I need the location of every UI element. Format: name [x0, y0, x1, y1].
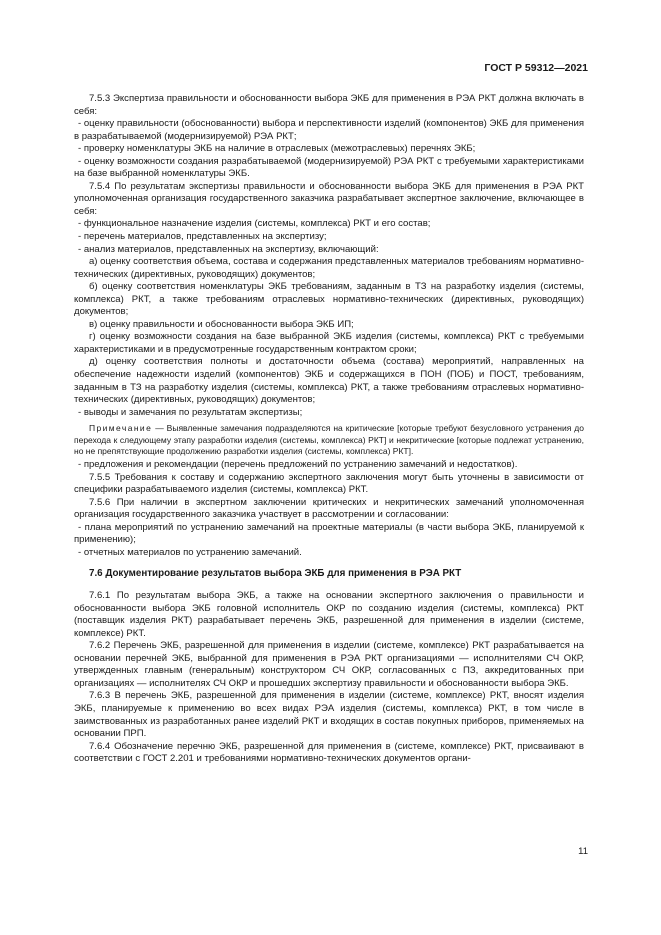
sub-item-g: г) оценку возможности создания на базе выбранной ЭКБ изделия (системы, комплекса) РКТ с требуемыми характеристиками и в предусмотренные государственным контрактом сроки;	[74, 331, 584, 355]
list-item: - анализ материалов, представленных на экспертизу, включающий:	[78, 243, 379, 255]
list-item: - функциональное назначение изделия (системы, комплекса) РКТ и его состав;	[78, 218, 431, 230]
sub-item-b: б) оценку соответствия номенклатуры ЭКБ требованиям, заданным в ТЗ на разработку изделия (системы, комплекса) РКТ, а также требованиям отраслевых нормативно-технических (директивных, руководящих) документов;	[74, 281, 584, 318]
note-label: Примечание	[89, 423, 153, 434]
list-item: - плана мероприятий по устранению замечаний на проектные материалы (в части выбора ЭКБ, планируемой к применению);	[74, 521, 584, 546]
paragraph-7-5-6: 7.5.6 При наличии в экспертном заключении критических и некритических замечаний уполномоченная организация государственного заказчика участвует в рассмотрении и согласовании:	[74, 496, 584, 521]
list-item: - предложения и рекомендации (перечень предложений по устранению замечаний и недостатков).	[78, 459, 518, 471]
paragraph-7-6-2: 7.6.2 Перечень ЭКБ, разрешенной для применения в изделии (системе, комплексе) РКТ разрабатывается на основании перечней ЭКБ, выбранной для применения в РЭА РКТ организациями — исполнителями СЧ ОКР, утвержденных главным (генеральным) конструктором СЧ ОКР, согласованных с ПЗ, аккредитованных при организациях — исполнителях СЧ ОКР и прошедших экспертизу правильности и обоснованности выбора ЭКБ.	[74, 640, 584, 689]
paragraph-7-6-3: 7.6.3 В перечень ЭКБ, разрешенной для применения в изделии (системе, комплексе) РКТ, вносят изделия ЭКБ, планируемые к применению во всех видах РЭА изделия (системы, комплекса) РКТ, в том числе в заимствованных из разработанных ранее изделий РКТ и входящих в состав покупных приборов, применяемых на основании ПРП.	[74, 690, 584, 740]
section-title: 7.6 Документирование результатов выбора ЭКБ для применения в РЭА РКТ	[89, 568, 462, 580]
note	[74, 423, 584, 457]
sub-item-a: а) оценку соответствия объема, состава и содержания представленных материалов требованиям нормативно-технических (директивных, руководящих) документов;	[74, 256, 585, 280]
paragraph-7-5-3: 7.5.3 Экспертиза правильности и обоснованности выбора ЭКБ для применения в РЭА РКТ должна включать в себя:	[74, 93, 584, 117]
list-item: - отчетных материалов по устранению замечаний.	[78, 546, 302, 558]
list-item: - выводы и замечания по результатам экспертизы;	[78, 406, 303, 418]
paragraph-7-6-1: 7.6.1 По результатам выбора ЭКБ, а также на основании экспертного заключения о правильности и обоснованности выбора ЭКБ головной исполнитель ОКР по созданию изделия (системы, комплекса) РКТ (поставщик изделия РКТ) разрабатывает перечень ЭКБ, разрешенной для применения в изделии (системе, комплексе) РКТ.	[74, 590, 584, 639]
list-item: - оценку возможности создания разрабатываемой (модернизируемой) РЭА РКТ с требуемыми характеристиками на базе выбранной номенклатуры ЭКБ.	[74, 155, 584, 180]
note-text: — Выявленные замечания подразделяются на критические [которые требуют безусловного устранения до перехода к следующему этапу разработки изделия (системы, комплекса) РКТ] и некритические [которые подлежат устранению, но не препятствующие продолжению разработки изделия (системы, комплекса) РКТ].	[74, 423, 584, 456]
paragraph-7-6-4: 7.6.4 Обозначение перечню ЭКБ, разрешенной для применения в (системе, комплексе) РКТ, присваивают в соответствии с ГОСТ 2.201 и требованиями нормативно-технических документов органи-	[74, 740, 584, 765]
sub-item-v: в) оценку правильности и обоснованности выбора ЭКБ ИП;	[89, 318, 354, 330]
paragraph-7-5-4: 7.5.4 По результатам экспертизы правильности и обоснованности выбора ЭКБ для применения в РЭА РКТ уполномоченная организация государственного заказчика разрабатывает экспертное заключение, включающее в себя:	[74, 180, 584, 217]
list-item: - оценку правильности (обоснованности) выбора и перспективности изделий (компонентов) ЭКБ для применения в разрабатываемой (модернизируемой) РЭА РКТ;	[74, 118, 584, 142]
document-number: ГОСТ Р 59312—2021	[484, 62, 588, 74]
page-number: 11	[578, 846, 588, 857]
page-body	[74, 93, 584, 766]
sub-item-d: д) оценку соответствия полноты и достаточности объема (состава) мероприятий, направленных на обеспечение надежности изделий (компонентов) ЭКБ и содержащихся в ПОН (ПОБ) и ПОСТ, требованиям, заданным в ТЗ на разработку изделия (системы, комплекса) РКТ, а также требованиям отраслевых нормативно-технических (директивных, руководящих) документов;	[74, 356, 584, 406]
list-item: - проверку номенклатуры ЭКБ на наличие в отраслевых (межотраслевых) перечнях ЭКБ;	[78, 143, 476, 155]
paragraph-7-5-5: 7.5.5 Требования к составу и содержанию экспертного заключения могут быть уточнены в зависимости от специфики разрабатываемого изделия (системы, комплекса) РКТ.	[74, 471, 584, 496]
list-item: - перечень материалов, представленных на экспертизу;	[78, 231, 327, 243]
